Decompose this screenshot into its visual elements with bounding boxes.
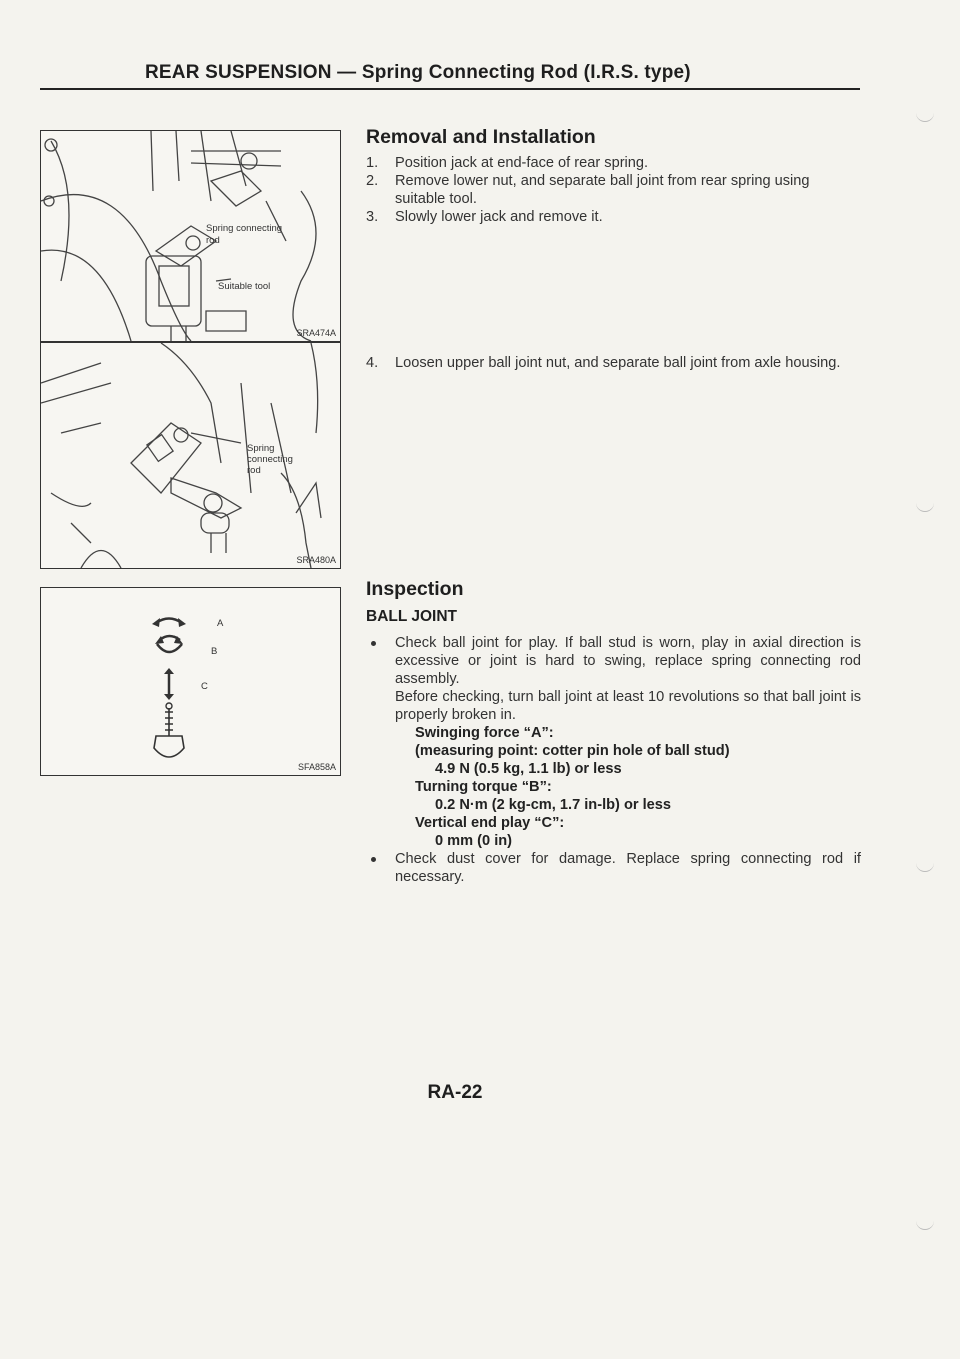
spec-torque-value: 0.2 N·m (2 kg-cm, 1.7 in-lb) or less: [435, 797, 672, 813]
spec-swing-point: (measuring point: cotter pin hole of ball stud): [415, 743, 730, 759]
binder-hole-mark: [916, 860, 934, 872]
binder-hole-mark: [916, 110, 934, 122]
figure-code: SRA474A: [296, 328, 336, 338]
step-text: Slowly lower jack and remove it.: [395, 209, 603, 225]
step-text: Remove lower nut, and separate ball joint from rear spring using suitable tool.: [395, 173, 810, 207]
bullet-text: Check ball joint for play. If ball stud is worn, play in axial direction is excessive or joint is hard to swing, replace spring connecting rod assembly.: [395, 635, 861, 687]
page-title: REAR SUSPENSION — Spring Connecting Rod (I.R.S. type): [145, 62, 691, 83]
step-number: 2.: [366, 173, 379, 189]
removal-step-4-block: [366, 354, 861, 372]
removal-section: [366, 128, 861, 226]
step-4: [366, 354, 861, 372]
removal-title: Removal and Installation: [366, 126, 596, 148]
binder-hole-mark: [916, 500, 934, 512]
step-number: 1.: [366, 155, 379, 171]
figure-ball-joint-separation: [40, 342, 341, 569]
label-spring: Spring: [247, 443, 275, 454]
step-number: 3.: [366, 209, 379, 225]
spec-swing-label: Swinging force “A”:: [415, 725, 554, 741]
step-3: [366, 208, 861, 226]
bullet-text: Check dust cover for damage. Replace spring connecting rod if necessary.: [395, 851, 861, 885]
label-connecting: connecting: [247, 454, 293, 465]
figure-spring-rod-removal: [40, 130, 341, 342]
label-c: C: [201, 681, 208, 692]
figure-code: SRA480A: [296, 555, 336, 565]
spec-torque-label: Turning torque “B”:: [415, 779, 552, 795]
label-rod: rod: [206, 235, 220, 246]
figure-code: SFA858A: [297, 762, 336, 772]
step-1: [366, 154, 861, 172]
label-suitable-tool: Suitable tool: [218, 281, 271, 292]
figure-ball-joint-separation-drawing: [41, 343, 340, 568]
page-header: [40, 62, 860, 90]
inspection-section: [366, 580, 861, 886]
figure-spring-rod-removal-drawing: [41, 131, 340, 341]
step-text: Position jack at end-face of rear spring.: [395, 155, 649, 171]
bullet-dot: [371, 857, 376, 862]
step-number: 4.: [366, 355, 379, 371]
ball-joint-subtitle: BALL JOINT: [366, 608, 457, 625]
label-a: A: [217, 618, 224, 629]
bullet-text: Before checking, turn ball joint at least 10 revolutions so that ball joint is properly broken in.: [395, 689, 861, 723]
label-b: B: [211, 646, 218, 657]
spec-play-value: 0 mm (0 in): [435, 833, 513, 849]
step-2: [366, 172, 861, 208]
bullet-break-in: [366, 688, 861, 724]
label-spring-connecting: Spring connecting: [206, 223, 283, 234]
bullet-dust-cover: [366, 850, 861, 886]
bullet-check-play: [366, 634, 861, 688]
step-text: Loosen upper ball joint nut, and separate ball joint from axle housing.: [395, 355, 841, 371]
binder-hole-mark: [916, 1218, 934, 1230]
spec-play-label: Vertical end play “C”:: [415, 815, 565, 831]
figure-ball-joint-measurement-drawing: [41, 588, 340, 775]
inspection-title: Inspection: [366, 578, 464, 600]
label-rod: rod: [247, 465, 261, 476]
figure-ball-joint-measurement: [40, 587, 341, 776]
bullet-dot: [371, 641, 376, 646]
spec-swing-value: 4.9 N (0.5 kg, 1.1 lb) or less: [435, 761, 622, 777]
page-number: RA-22: [427, 1082, 483, 1103]
